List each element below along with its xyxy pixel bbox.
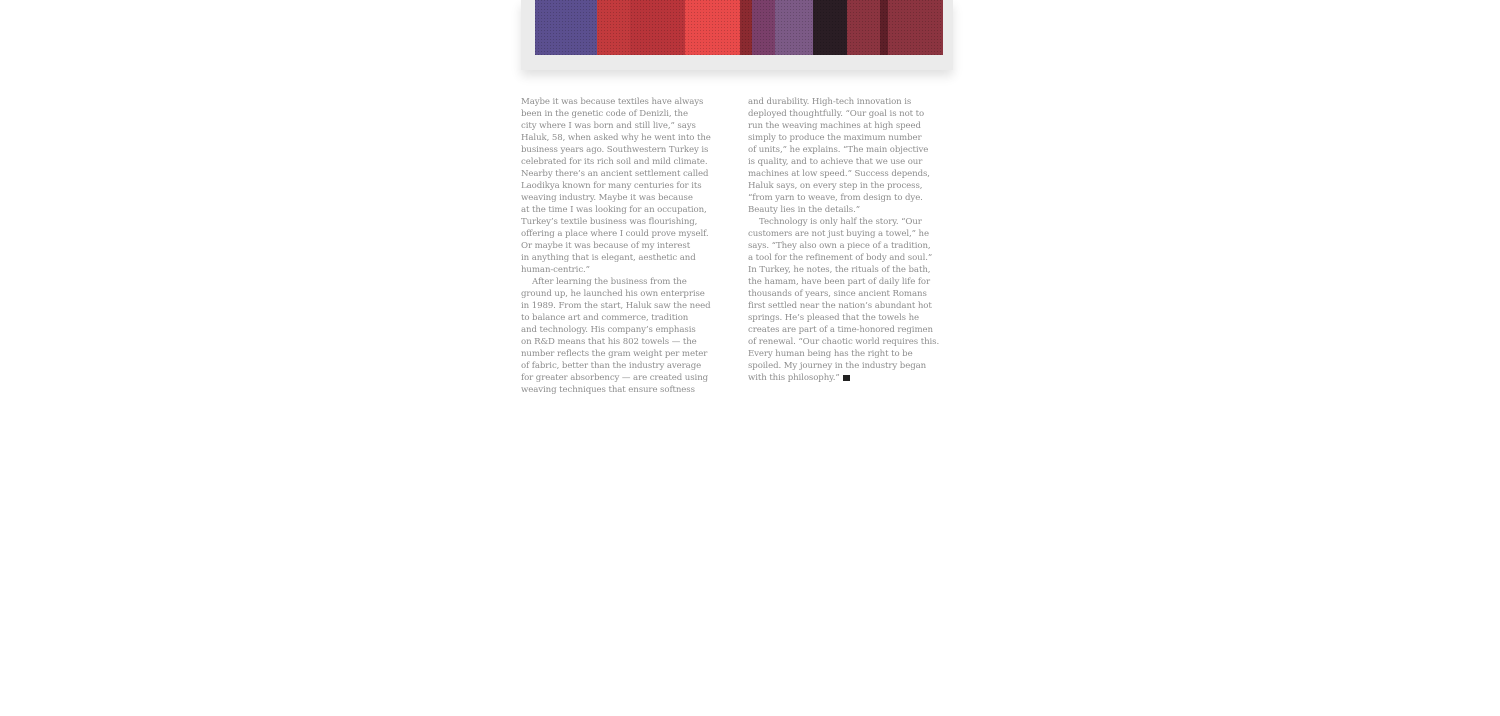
article-line: of units,” he explains. “The main objective bbox=[748, 145, 929, 155]
article-line: springs. He’s pleased that the towels he bbox=[748, 313, 920, 323]
article-line: machines at low speed.” Success depends, bbox=[748, 169, 930, 179]
towels-photo-graphic bbox=[535, 0, 943, 55]
article-line: offering a place where I could prove myself. bbox=[521, 229, 709, 239]
article-line: Maybe it was because textiles have always bbox=[521, 97, 704, 107]
article-line: with this philosophy.” bbox=[748, 372, 953, 384]
article-line: Turkey’s textile business was flourishing, bbox=[521, 217, 698, 227]
article-line: weaving techniques that ensure softness bbox=[521, 385, 695, 395]
article-line: In Turkey, he notes, the rituals of the bath, bbox=[748, 265, 931, 275]
article-line: simply to produce the maximum number bbox=[748, 133, 922, 143]
fabric-texture bbox=[535, 0, 943, 55]
article-line: of fabric, better than the industry average bbox=[521, 361, 702, 371]
article-line: at the time I was looking for an occupation, bbox=[521, 205, 707, 215]
article-line: on R&D means that his 802 towels — the bbox=[521, 337, 697, 347]
article-line: a tool for the refinement of body and soul.” bbox=[748, 253, 933, 263]
article-line: Nearby there’s an ancient settlement called bbox=[521, 169, 709, 179]
article-line: weaving industry. Maybe it was because bbox=[521, 193, 693, 203]
article-line: Technology is only half the story. “Our bbox=[759, 217, 922, 227]
article-line: the hamam, have been part of daily life for bbox=[748, 277, 930, 287]
article-line: in 1989. From the start, Haluk saw the need bbox=[521, 301, 711, 311]
article-line: of renewal. “Our chaotic world requires this. bbox=[748, 337, 940, 347]
article-line: customers are not just buying a towel,” he bbox=[748, 229, 929, 239]
magazine-page bbox=[521, 0, 953, 410]
article-line: deployed thoughtfully. “Our goal is not to bbox=[748, 109, 925, 119]
article-line: run the weaving machines at high speed bbox=[748, 121, 921, 131]
article-line: to balance art and commerce, tradition bbox=[521, 313, 689, 323]
article-column-right bbox=[748, 96, 953, 384]
article-line: ground up, he launched his own enterprise bbox=[521, 289, 705, 299]
article-line: spoiled. My journey in the industry began bbox=[748, 361, 927, 371]
article-line: city where I was born and still live,” says bbox=[521, 121, 696, 131]
article-line: celebrated for its rich soil and mild climate. bbox=[521, 157, 708, 167]
article-line: human-centric.” bbox=[521, 265, 590, 275]
article-line: in anything that is elegant, aesthetic and bbox=[521, 253, 696, 263]
article-line: Every human being has the right to be bbox=[748, 349, 913, 359]
article-line: first settled near the nation’s abundant hot bbox=[748, 301, 932, 311]
towels-photo bbox=[535, 0, 943, 55]
article-line: and durability. High-tech innovation is bbox=[748, 97, 912, 107]
article-line: Beauty lies in the details.” bbox=[748, 205, 861, 215]
article-column-left bbox=[521, 96, 731, 396]
article-line: and technology. His company’s emphasis bbox=[521, 325, 696, 335]
article-line: for greater absorbency — are created using bbox=[521, 373, 709, 383]
article-line: Haluk, 58, when asked why he went into the bbox=[521, 133, 711, 143]
article-line: creates are part of a time-honored regimen bbox=[748, 325, 933, 335]
article-line: is quality, and to achieve that we use our bbox=[748, 157, 923, 167]
article-line: Or maybe it was because of my interest bbox=[521, 241, 691, 251]
article-line: Laodikya known for many centuries for its bbox=[521, 181, 702, 191]
article-line: Haluk says, on every step in the process, bbox=[748, 181, 923, 191]
article-line: After learning the business from the bbox=[532, 277, 687, 287]
article-line: “from yarn to weave, from design to dye. bbox=[748, 193, 923, 203]
article-line: says. “They also own a piece of a tradition, bbox=[748, 241, 931, 251]
article-line: thousands of years, since ancient Romans bbox=[748, 289, 927, 299]
article-line: number reflects the gram weight per meter bbox=[521, 349, 708, 359]
article-columns bbox=[521, 96, 953, 406]
article-line: business years ago. Southwestern Turkey is bbox=[521, 145, 709, 155]
article-line: been in the genetic code of Denizli, the bbox=[521, 109, 688, 119]
end-of-article-mark bbox=[843, 375, 850, 381]
photo-frame bbox=[521, 0, 953, 70]
